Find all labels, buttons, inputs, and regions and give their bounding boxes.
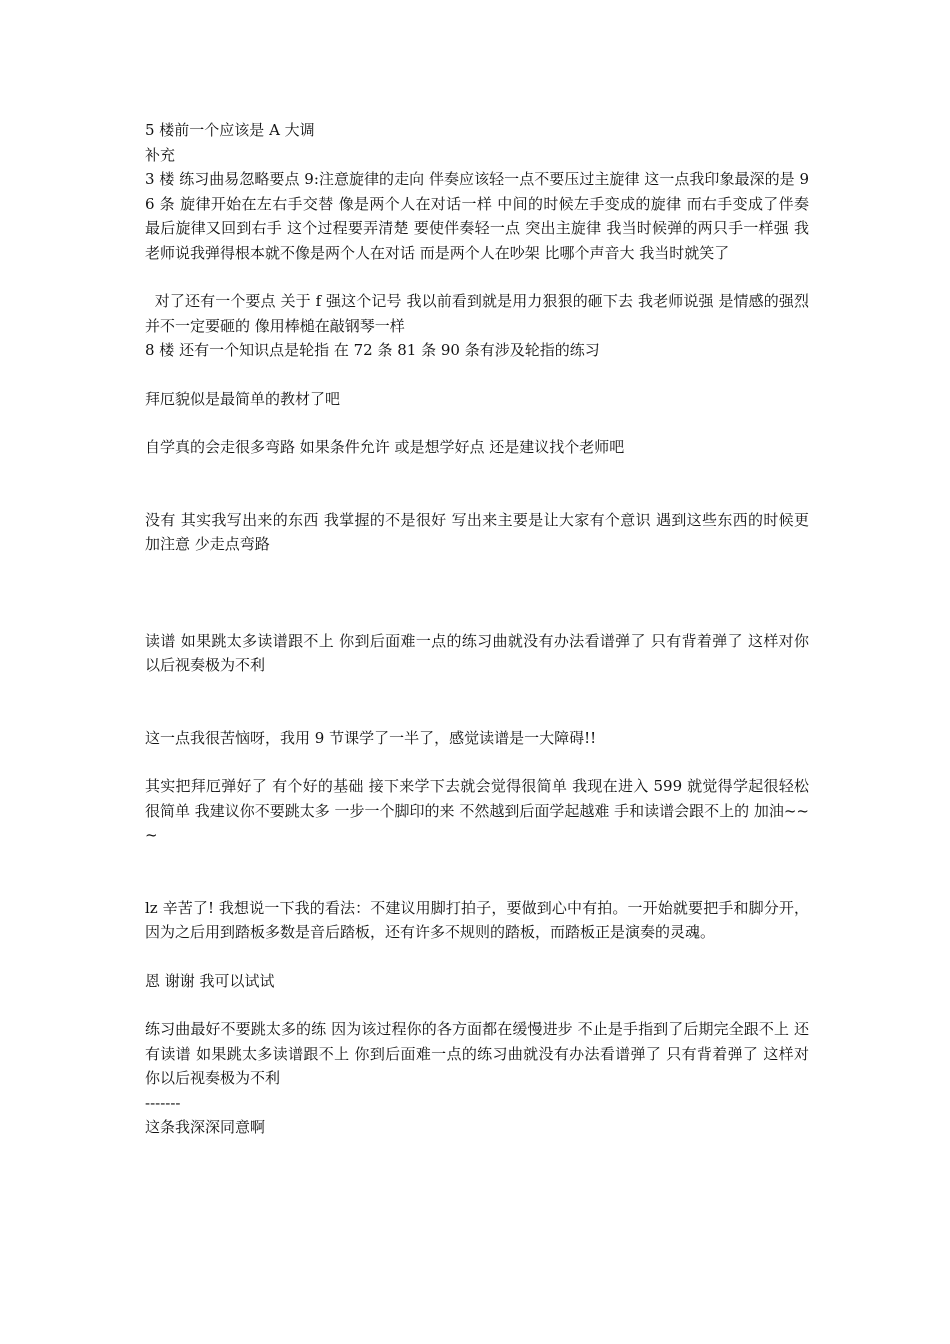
spacer [145, 460, 809, 508]
spacer [145, 750, 809, 774]
spacer [145, 945, 809, 969]
spacer [145, 678, 809, 726]
spacer [145, 411, 809, 435]
spacer [145, 557, 809, 629]
paragraph-melody-direction: 3 楼 练习曲易忽略要点 9:注意旋律的走向 伴奏应该轻一点不要压过主旋律 这一点我印象最深的是 96 条 旋律开始在左右手交替 像是两个人在对话一样 中间的时候左手变成的旋律 而右手变成了伴奏 最后旋律又回到右手 这个过程要弄清楚 要使伴奏轻一点 突出主旋律 我当时候弹的两只手一样强 我老师说我弹得根本就不像是两个人在对话 而是两个人在吵架 比哪个声音大 我当时就笑了 [145, 170, 814, 262]
paragraph-etude-advice: 练习曲最好不要跳太多的练 因为该过程你的各方面都在缓慢进步 不止是手指到了后期完全跟不上 还有读谱 如果跳太多读谱跟不上 你到后面难一点的练习曲就没有办法看谱弹了 只有背着弹了 这样对你以后视奏极为不利 [145, 1020, 809, 1087]
paragraph-a-major-note: 5 楼前一个应该是 A 大调 [145, 121, 315, 139]
paragraph-beyer-simplest: 拜厄貌似是最简单的教材了吧 [145, 389, 341, 408]
paragraph-pedal-advice: lz 辛苦了! 我想说一下我的看法：不建议用脚打拍子，要做到心中有拍。一开始就要把手和脚分开，因为之后用到踏板多数是音后踏板，还有许多不规则的踏板，而踏板正是演奏的灵魂。 [145, 898, 809, 941]
paragraph-finger-roll: 8 楼 还有一个知识点是轮指 在 72 条 81 条 90 条有涉及轮指的练习 [145, 341, 600, 359]
paragraph-forte-mark: 对了还有一个要点 关于 f 强这个记号 我以前看到就是用力狠狠的砸下去 我老师说强 是情感的强烈 并不一定要砸的 像用棒槌在敲钢琴一样 [145, 292, 814, 335]
divider-dashes: ------- [145, 1093, 181, 1112]
paragraph-sight-reading: 读谱 如果跳太多读谱跟不上 你到后面难一点的练习曲就没有办法看谱弹了 只有背着弹了 这样对你以后视奏极为不利 [145, 631, 809, 674]
spacer [145, 848, 809, 896]
spacer [145, 363, 809, 387]
paragraph-reading-obstacle: 这一点我很苦恼呀，我用 9 节课学了一半了，感觉读谱是一大障碍!! [145, 728, 597, 747]
paragraph-supplement-heading: 补充 [145, 145, 176, 164]
spacer [145, 265, 809, 289]
spacer [145, 993, 809, 1017]
paragraph-not-mastered: 没有 其实我写出来的东西 我掌握的不是很好 写出来主要是让大家有个意识 遇到这些东西的时候更加注意 少走点弯路 [145, 510, 809, 553]
paragraph-beyer-foundation: 其实把拜厄弹好了 有个好的基础 接下来学下去就会觉得很简单 我现在进入 599 就觉得学起很轻松很简单 我建议你不要跳太多 一步一个脚印的来 不然越到后面学起越难 手和读谱会跟不上的 加油~~~ [145, 777, 809, 844]
paragraph-agree: 这条我深深同意啊 [145, 1118, 266, 1136]
document-body [145, 118, 814, 1140]
paragraph-self-study: 自学真的会走很多弯路 如果条件允许 或是想学好点 还是建议找个老师吧 [145, 438, 625, 456]
paragraph-thanks: 恩 谢谢 我可以试试 [145, 971, 275, 990]
